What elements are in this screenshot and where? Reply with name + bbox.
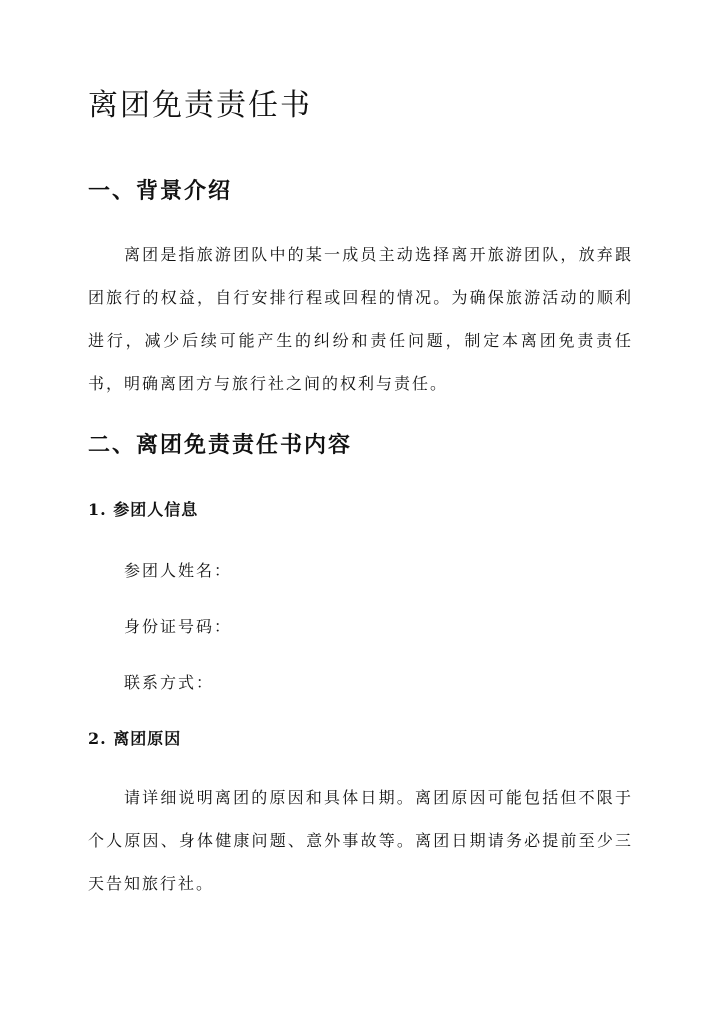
id-number-label: 身份证号码： <box>124 617 233 636</box>
subsection-heading-participant-info: 1. 参团人信息 <box>88 500 199 519</box>
document-title: 离团免责责任书 <box>88 88 312 123</box>
contact-info-label: 联系方式： <box>124 673 215 692</box>
section-heading-background: 一、背景介绍 <box>88 178 233 204</box>
section-heading-content: 二、离团免责责任书内容 <box>88 432 353 458</box>
background-paragraph: 离团是指旅游团队中的某一成员主动选择离开旅游团队，放弃跟团旅行的权益，自行安排行程或回程的情况。为确保旅游活动的顺利进行，减少后续可能产生的纠纷和责任问题，制定本离团免责责任书，明确离团方与旅行社之间的权利与责任。 <box>88 245 633 393</box>
subsection-heading-leave-reason: 2. 离团原因 <box>88 729 182 748</box>
participant-name-label: 参团人姓名： <box>124 561 233 580</box>
leave-reason-paragraph: 请详细说明离团的原因和具体日期。离团原因可能包括但不限于个人原因、身体健康问题、意外事故等。离团日期请务必提前至少三天告知旅行社。 <box>88 788 633 893</box>
